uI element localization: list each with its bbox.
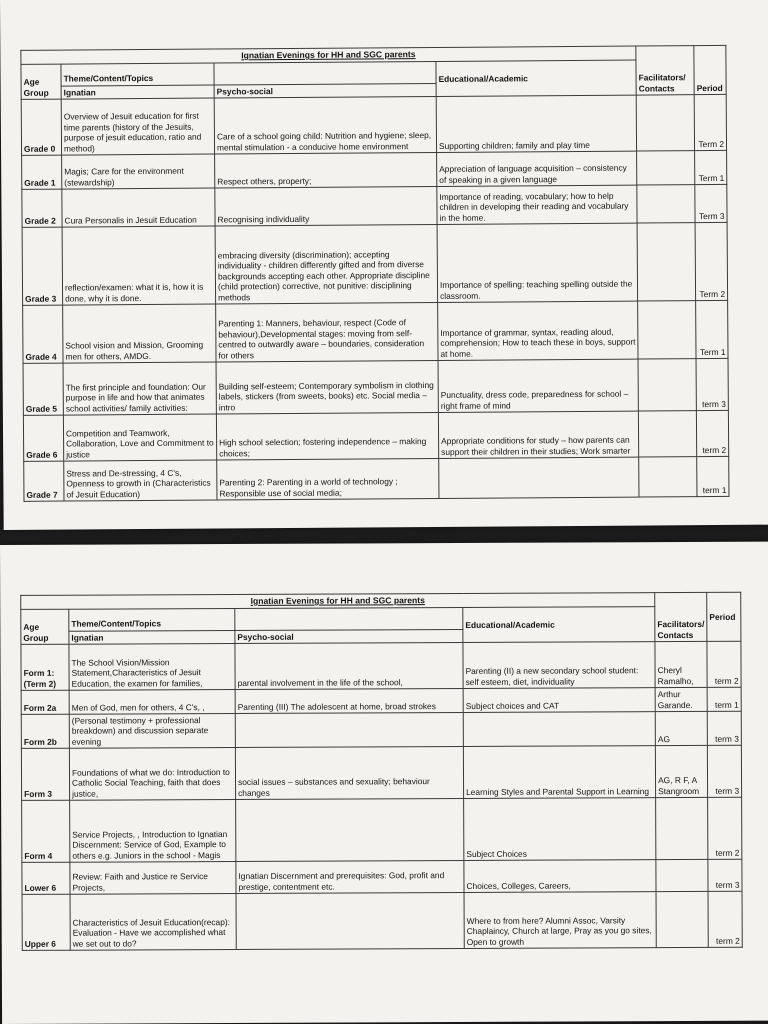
header-educational: Educational/Academic (463, 606, 655, 642)
psycho-cell: Building self-esteem; Contemporary symbolism in clothing labels, stickers (from sweets, books) etc. Social media – intro (216, 361, 438, 415)
table-row (22, 223, 728, 306)
facilitators-cell (638, 301, 696, 359)
header-theme: Theme/Content/Topics (61, 63, 214, 86)
psycho-cell: parental involvement in the life of the school, (235, 643, 463, 690)
grade-cell: Form 3 (21, 748, 69, 800)
grade-cell: Grade 7 (24, 461, 64, 501)
table-row (23, 359, 728, 416)
period-cell: Term 2 (695, 223, 728, 301)
table-title: Ignatian Evenings for HH and SGC parents (21, 593, 655, 609)
psycho-cell: social issues – substances and sexuality; behaviour changes (235, 747, 463, 800)
psycho-cell: Ignatian Discernment and prerequisites: God, profit and prestige, contentment etc. (236, 861, 464, 894)
psycho-cell (236, 799, 464, 862)
educational-cell: Punctuality, dress code, preparedness for school – right frame of mind (438, 359, 638, 412)
educational-cell: Supporting children; family and play time (436, 95, 636, 152)
facilitators-cell (638, 411, 696, 457)
psycho-cell: Recognising individuality (215, 187, 437, 227)
educational-cell: Importance of reading, vocabulary; how to help children in developing their reading and vocabulary in the home. (437, 185, 637, 224)
period-cell: Term 1 (696, 301, 728, 359)
facilitators-cell (656, 798, 708, 860)
grade-cell: Grade 3 (22, 227, 63, 305)
grade-cell: Form 4 (22, 800, 70, 862)
header-facilitators: Facilitators/ Contacts (636, 46, 694, 95)
header-educational: Educational/Academic (436, 60, 636, 97)
table-row (23, 301, 728, 364)
facilitators-cell (656, 892, 708, 948)
period-cell: term 2 (707, 641, 741, 687)
ignatian-cell: Stress and De-stressing, 4 C's, Openness to growth in (Characteristics of Jesuit Education) (64, 460, 217, 501)
period-cell: Term 3 (695, 185, 727, 223)
table-row (22, 859, 742, 894)
header-period: Period (707, 592, 741, 641)
ignatian-cell: Magis; Care for the environment (stewardship) (62, 154, 215, 189)
ignatian-cell: Service Projects, , Introduction to Ignatian Discernment: Service of God, Example to others e.g. Juniors in the school - Magis (70, 800, 236, 863)
grade-cell: Grade 1 (22, 155, 62, 189)
table-row (22, 185, 727, 228)
grade-cell: Grade 2 (22, 189, 62, 227)
psycho-cell: Care of a school going child: Nutrition and hygiene; sleep, mental stimulation - a conducive home environment (214, 97, 436, 155)
document-page-2 (0, 542, 768, 1024)
period-cell: Term 1 (695, 151, 727, 185)
ignatian-cell: The first principle and foundation: Our purpose in life and how that animates school activities/ family activities: (63, 362, 216, 415)
ignatian-cell: Competition and Teamwork, Collaboration, Love and Commitment to justice (63, 414, 216, 461)
schedule-table-primary (20, 45, 729, 502)
ignatian-cell: reflection/examen: what it is, how it is done, why it is done. (62, 226, 216, 305)
grade-cell: Grade 4 (23, 305, 63, 363)
table-row (22, 151, 727, 190)
psycho-cell: Parenting 1: Manners, behaviour, respect (Code of behaviour),Developmental stages: moving from self-centred to outwardly aware – boundaries, consideration for others (216, 303, 438, 363)
grade-cell: Upper 6 (22, 894, 70, 950)
educational-cell: Choices, Colleges, Careers, (464, 860, 656, 893)
grade-cell: Form 1: (Term 2) (21, 644, 69, 690)
facilitators-cell (637, 223, 696, 301)
period-cell: term 3 (707, 711, 741, 745)
facilitators-cell: AG, R F, A Stangroom (655, 746, 707, 798)
header-facilitators: Facilitators/ Contacts (655, 592, 707, 641)
ignatian-cell: The School Vision/Mission Statement,Characteristics of Jesuit Education, the examen for families, (69, 644, 235, 691)
table-row (24, 457, 729, 502)
grade-cell: Grade 6 (23, 415, 63, 461)
educational-cell: Parenting (II) a new secondary school student: self esteem, diet, individuality (463, 642, 655, 689)
ignatian-cell: Review: Faith and Justice re Service Projects, (70, 862, 236, 895)
facilitators-cell (656, 860, 708, 892)
ignatian-cell: School vision and Mission, Grooming men for others, AMDG. (63, 304, 216, 363)
period-cell: term 3 (696, 359, 728, 411)
table-row (21, 687, 741, 714)
grade-cell: Grade 0 (21, 99, 61, 155)
facilitators-cell: Arthur Garande. (655, 687, 707, 711)
period-cell: term 2 (696, 411, 728, 457)
header-age-group: Age Group (21, 609, 69, 645)
psycho-cell: High school selection; fostering independence – making choices; (216, 413, 438, 461)
facilitators-cell (636, 95, 694, 151)
table-row (21, 745, 741, 800)
table-row (22, 891, 742, 950)
period-cell: term 1 (697, 457, 729, 497)
psycho-cell: embracing diversity (discrimination); accepting individuality - children differently gifted and from diverse backgrounds accepting each other. Appropriate discipline (child protection) corrective, not punitive: disciplining methods (215, 225, 438, 305)
ignatian-cell: Cura Personalis in Jesuit Education (62, 188, 215, 227)
header-ignatian: Ignatian (69, 630, 235, 644)
grade-cell: Grade 5 (23, 363, 63, 415)
grade-cell: Form 2b (21, 714, 69, 748)
header-spacer (214, 61, 436, 85)
facilitators-cell (637, 151, 695, 185)
facilitators-cell (639, 457, 697, 497)
educational-cell (439, 457, 639, 498)
table-row (22, 797, 742, 862)
header-period: Period (694, 45, 726, 94)
table-row (21, 711, 741, 748)
table-row (23, 411, 728, 462)
educational-cell: Subject Choices (464, 798, 656, 861)
facilitators-cell (637, 185, 695, 223)
ignatian-cell: Overview of Jesuit education for first time parents (history of the Jesuits, purpose of jesuit education, ratio and method) (61, 98, 214, 155)
educational-cell: Appreciation of language acquisition – consistency of speaking in a given language (437, 151, 637, 186)
psycho-cell: Parenting (III) The adolescent at home, broad strokes (235, 689, 463, 714)
header-spacer (235, 607, 463, 630)
ignatian-cell: Foundations of what we do: Introduction to Catholic Social Teaching, faith that does justice, (69, 748, 235, 801)
psycho-cell: Respect others, property; (215, 153, 437, 189)
grade-cell: Form 2a (21, 690, 69, 714)
grade-cell: Lower 6 (22, 862, 70, 894)
period-cell: term 3 (707, 745, 741, 797)
period-cell: Term 2 (694, 95, 726, 151)
header-psycho-social: Psycho-social (214, 83, 436, 98)
period-cell: term 1 (707, 687, 741, 711)
educational-cell (463, 712, 655, 747)
educational-cell: Where to from here? Alumni Assoc, Varsity Chaplaincy, Church at large, Pray as you go sites, Open to growth (464, 892, 656, 949)
facilitators-cell: AG (655, 711, 707, 745)
educational-cell: Importance of spelling: teaching spelling outside the classroom. (437, 223, 638, 302)
ignatian-cell: Characteristics of Jesuit Education(recap): Evaluation - Have we accomplished what we set out to do? (70, 894, 236, 951)
facilitators-cell (638, 359, 696, 411)
ignatian-cell: (Personal testimony + professional breakdown) and discussion separate evening (69, 713, 235, 748)
header-psycho-social: Psycho-social (235, 629, 463, 643)
table-title: Ignatian Evenings for HH and SGC parents (21, 46, 636, 64)
header-age-group: Age Group (21, 64, 61, 100)
educational-cell: Subject choices and CAT (463, 688, 655, 713)
facilitators-cell: Cheryl Ramalho, (655, 641, 707, 687)
psycho-cell: Parenting 2: Parenting in a world of technology ; Responsible use of social media; (217, 459, 439, 501)
period-cell: term 2 (708, 891, 742, 947)
psycho-cell (235, 712, 463, 747)
psycho-cell (236, 893, 464, 950)
period-cell: term 3 (708, 859, 742, 891)
header-ignatian: Ignatian (61, 85, 214, 99)
educational-cell: Appropriate conditions for study – how parents can support their children in their studies; Work smarter (438, 411, 638, 458)
table-row (21, 641, 741, 690)
period-cell: term 2 (708, 797, 742, 859)
table-row (21, 95, 726, 156)
educational-cell: Importance of grammar, syntax, reading aloud, comprehension; How to teach these in boys, support at home. (438, 301, 638, 360)
ignatian-cell: Men of God, men for others, 4 C's, , (69, 690, 235, 715)
schedule-table-secondary (20, 592, 743, 951)
educational-cell: Learning Styles and Parental Support in Learning (463, 746, 655, 799)
header-theme: Theme/Content/Topics (69, 608, 235, 631)
